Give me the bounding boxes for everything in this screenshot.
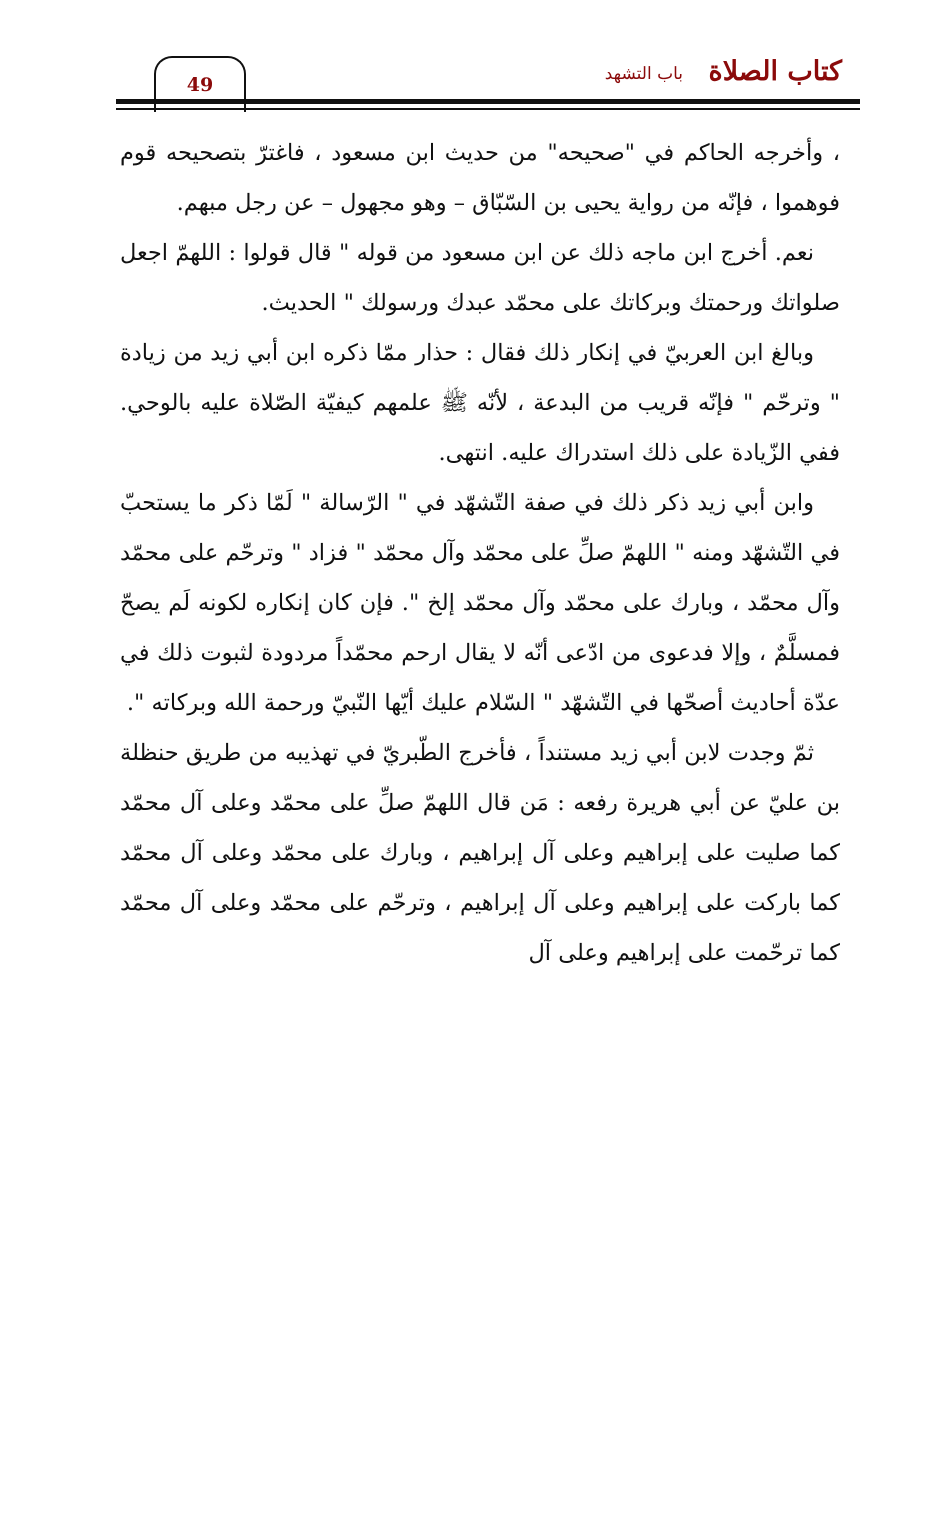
paragraph-4: وابن أبي زيد ذكر ذلك في صفة التّشهّد في " الرّسالة " لَمّا ذكر ما يستحبّ في التّشهّد ومنه " اللهمّ صلِّ على محمّد وآل محمّد " فزاد " وترحّم على محمّد وآل محمّد ، وبارك على محمّد وآل محمّد إلخ ". فإن كان إنكاره لكونه لَم يصحّ فمسلَّمٌ ، وإلا فدعوى من ادّعى أنّه لا يقال ارحم محمّداً مردودة لثبوت ذلك في عدّة أحاديث أصحّها في التّشهّد " السّلام عليك أيّها النّبيّ ورحمة الله وبركاته ".	[120, 490, 840, 716]
page-header	[0, 0, 945, 120]
paragraph-1: ، وأخرجه الحاكم في "صحيحه" من حديث ابن مسعود ، فاغترّ بتصحيحه قوم فوهموا ، فإنّه من رواية يحيى بن السّبّاق – وهو مجهول – عن رجل مبهم.	[120, 140, 840, 216]
paragraph-3: وبالغ ابن العربيّ في إنكار ذلك فقال : حذار ممّا ذكره ابن أبي زيد من زيادة " وترحّم " فإنّه قريب من البدعة ، لأنّه ﷺ علمهم كيفيّة الصّلاة عليه بالوحي. ففي الزّيادة على ذلك استدراك عليه. انتهى.	[120, 340, 840, 466]
paragraph-5: ثمّ وجدت لابن أبي زيد مستنداً ، فأخرج الطّبريّ في تهذيبه من طريق حنظلة بن عليّ عن أبي هريرة رفعه : مَن قال اللهمّ صلِّ على محمّد وعلى آل محمّد كما صليت على إبراهيم وعلى آل إبراهيم ، وبارك على محمّد وعلى آل محمّد كما باركت على إبراهيم وعلى آل إبراهيم ، وترحّم على محمّد وعلى آل محمّد كما ترحّمت على إبراهيم وعلى آل	[120, 740, 840, 966]
header-rule-thin	[116, 108, 860, 110]
chapter-title: باب التشهد	[604, 64, 683, 84]
book-title: كتاب الصلاة	[708, 56, 842, 87]
body-text	[120, 128, 840, 1388]
header-rule-thick	[116, 99, 860, 104]
paragraph-2: نعم. أخرج ابن ماجه ذلك عن ابن مسعود من قوله " قال قولوا : اللهمّ اجعل صلواتك ورحمتك وبركاتك على محمّد عبدك ورسولك " الحديث.	[120, 240, 840, 316]
page-number: 49	[186, 74, 214, 96]
